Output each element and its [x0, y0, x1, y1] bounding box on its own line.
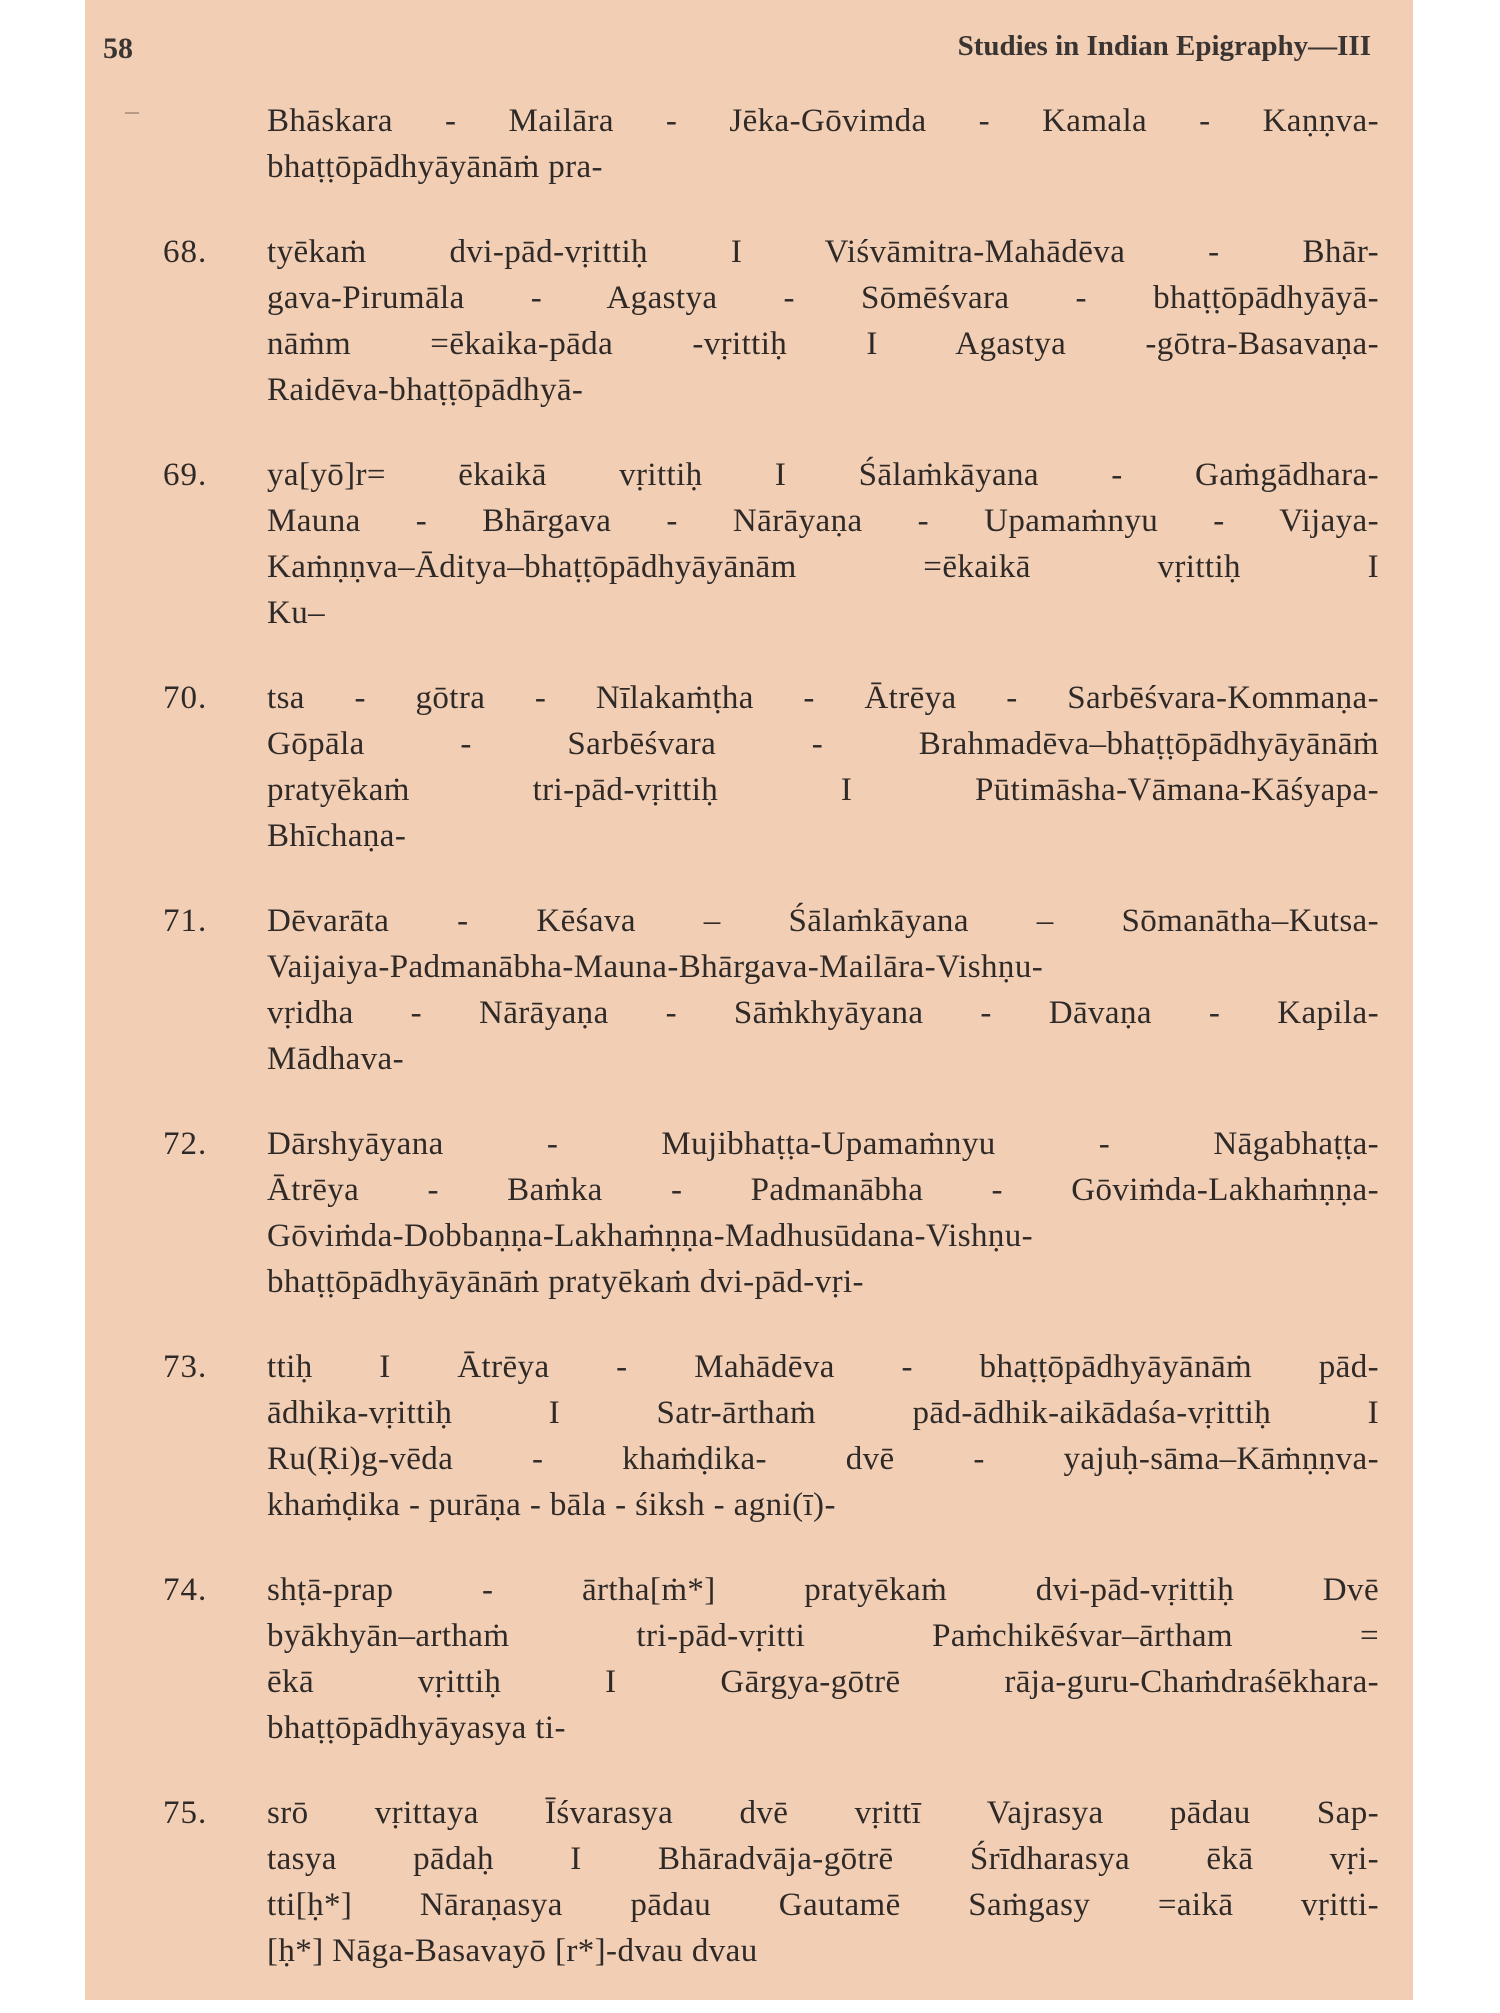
text-line: bhaṭṭōpādhyāyānāṁ pratyēkaṁ dvi-pād-vṛi-	[267, 1264, 864, 1300]
page-number: 58	[103, 32, 133, 65]
running-title: Studies in Indian Epigraphy—III	[957, 30, 1371, 62]
text-line: nāṁm =ēkaika-pāda -vṛittiḥ I Agastya -gōtra-Basavaṇa-	[267, 326, 1379, 362]
text-block-72	[85, 1121, 1413, 1305]
text-line: Kaṁṇṇva–Āditya–bhaṭṭōpādhyāyānām =ēkaikā vṛittiḥ I	[267, 549, 1379, 585]
text-line: Gōpāla - Sarbēśvara - Brahmadēva–bhaṭṭōpādhyāyānāṁ	[267, 726, 1379, 762]
text-line: bhaṭṭōpādhyāyānāṁ pra-	[267, 149, 603, 185]
text-line: bhaṭṭōpādhyāyasya ti-	[267, 1710, 566, 1746]
text-line: srō vṛittaya Īśvarasya dvē vṛittī Vajrasya pādau Sap-	[267, 1795, 1379, 1831]
text-line: ādhika-vṛittiḥ I Satr-ārthaṁ pād-ādhik-aikādaśa-vṛittiḥ I	[267, 1395, 1379, 1431]
text-line: Bhīchaṇa-	[267, 818, 407, 854]
text-line: Ku–	[267, 595, 326, 631]
text-line: tyēkaṁ dvi-pād-vṛittiḥ I Viśvāmitra-Mahādēva - Bhār-	[267, 234, 1379, 270]
line-number: 74.	[163, 1572, 208, 1608]
line-number: 72.	[163, 1126, 208, 1162]
text-block-68	[85, 229, 1413, 413]
text-line: tasya pādaḥ I Bhāradvāja-gōtrē Śrīdharasya ēkā vṛi-	[267, 1841, 1379, 1877]
text-line: Bhāskara - Mailāra - Jēka-Gōvimda - Kamala - Kaṇṇva-	[267, 103, 1379, 139]
text-block-75	[85, 1790, 1413, 1974]
line-number: 71.	[163, 903, 208, 939]
text-line: [ḥ*] Nāga-Basavayō [r*]-dvau dvau	[267, 1933, 758, 1969]
text-line: shṭā-prap - ārtha[ṁ*] pratyēkaṁ dvi-pād-vṛittiḥ Dvē	[267, 1572, 1379, 1608]
text-line: byākhyān–arthaṁ tri-pād-vṛitti Paṁchikēśvar–ārtham =	[267, 1618, 1379, 1654]
line-number: 70.	[163, 680, 208, 716]
text-line: Gōviṁda-Dobbaṇṇa-Lakhaṁṇṇa-Madhusūdana-Vishṇu-	[267, 1218, 1034, 1254]
line-number: 68.	[163, 234, 208, 270]
text-block-73	[85, 1344, 1413, 1528]
text-block-71	[85, 898, 1413, 1082]
text-line: Dārshyāyana - Mujibhaṭṭa-Upamaṁnyu - Nāgabhaṭṭa-	[267, 1126, 1379, 1162]
text-line: khaṁḍika - purāṇa - bāla - śiksh - agni(ī)-	[267, 1487, 836, 1523]
text-line: Vaijaiya-Padmanābha-Mauna-Bhārgava-Mailāra-Vishṇu-	[267, 949, 1044, 985]
text-line: gava-Pirumāla - Agastya - Sōmēśvara - bhaṭṭōpādhyāyā-	[267, 280, 1379, 316]
text-line: ēkā vṛittiḥ I Gārgya-gōtrē rāja-guru-Chaṁdraśēkhara-	[267, 1664, 1379, 1700]
text-line: Mauna - Bhārgava - Nārāyaṇa - Upamaṁnyu - Vijaya-	[267, 503, 1379, 539]
line-number: 75.	[163, 1795, 208, 1831]
line-number: 73.	[163, 1349, 208, 1385]
text-line: Ru(Ṛi)g-vēda - khaṁḍika- dvē - yajuḥ-sāma–Kāṁṇṇva-	[267, 1441, 1379, 1477]
text-line: ya[yō]r= ēkaikā vṛittiḥ I Śālaṁkāyana - Gaṁgādhara-	[267, 457, 1379, 493]
document-page	[85, 0, 1413, 2000]
text-line: Dēvarāta - Kēśava – Śālaṁkāyana – Sōmanātha–Kutsa-	[267, 903, 1379, 939]
inscription-text	[85, 98, 1413, 2013]
text-line: tsa - gōtra - Nīlakaṁṭha - Ātrēya - Sarbēśvara-Kommaṇa-	[267, 680, 1379, 716]
text-line: Ātrēya - Baṁka - Padmanābha - Gōviṁda-Lakhaṁṇṇa-	[267, 1172, 1379, 1208]
text-line: ttiḥ I Ātrēya - Mahādēva - bhaṭṭōpādhyāyānāṁ pād-	[267, 1349, 1379, 1385]
text-line: Mādhava-	[267, 1041, 404, 1077]
text-block-70	[85, 675, 1413, 859]
text-line: tti[ḥ*] Nāraṇasya pādau Gautamē Saṁgasy =aikā vṛitti-	[267, 1887, 1379, 1923]
text-block-continuation	[85, 98, 1413, 190]
text-line: pratyēkaṁ tri-pād-vṛittiḥ I Pūtimāsha-Vāmana-Kāśyapa-	[267, 772, 1379, 808]
text-block-69	[85, 452, 1413, 636]
text-line: vṛidha - Nārāyaṇa - Sāṁkhyāyana - Dāvaṇa - Kapila-	[267, 995, 1379, 1031]
line-number: 69.	[163, 457, 208, 493]
text-line: Raidēva-bhaṭṭōpādhyā-	[267, 372, 584, 408]
text-block-74	[85, 1567, 1413, 1751]
